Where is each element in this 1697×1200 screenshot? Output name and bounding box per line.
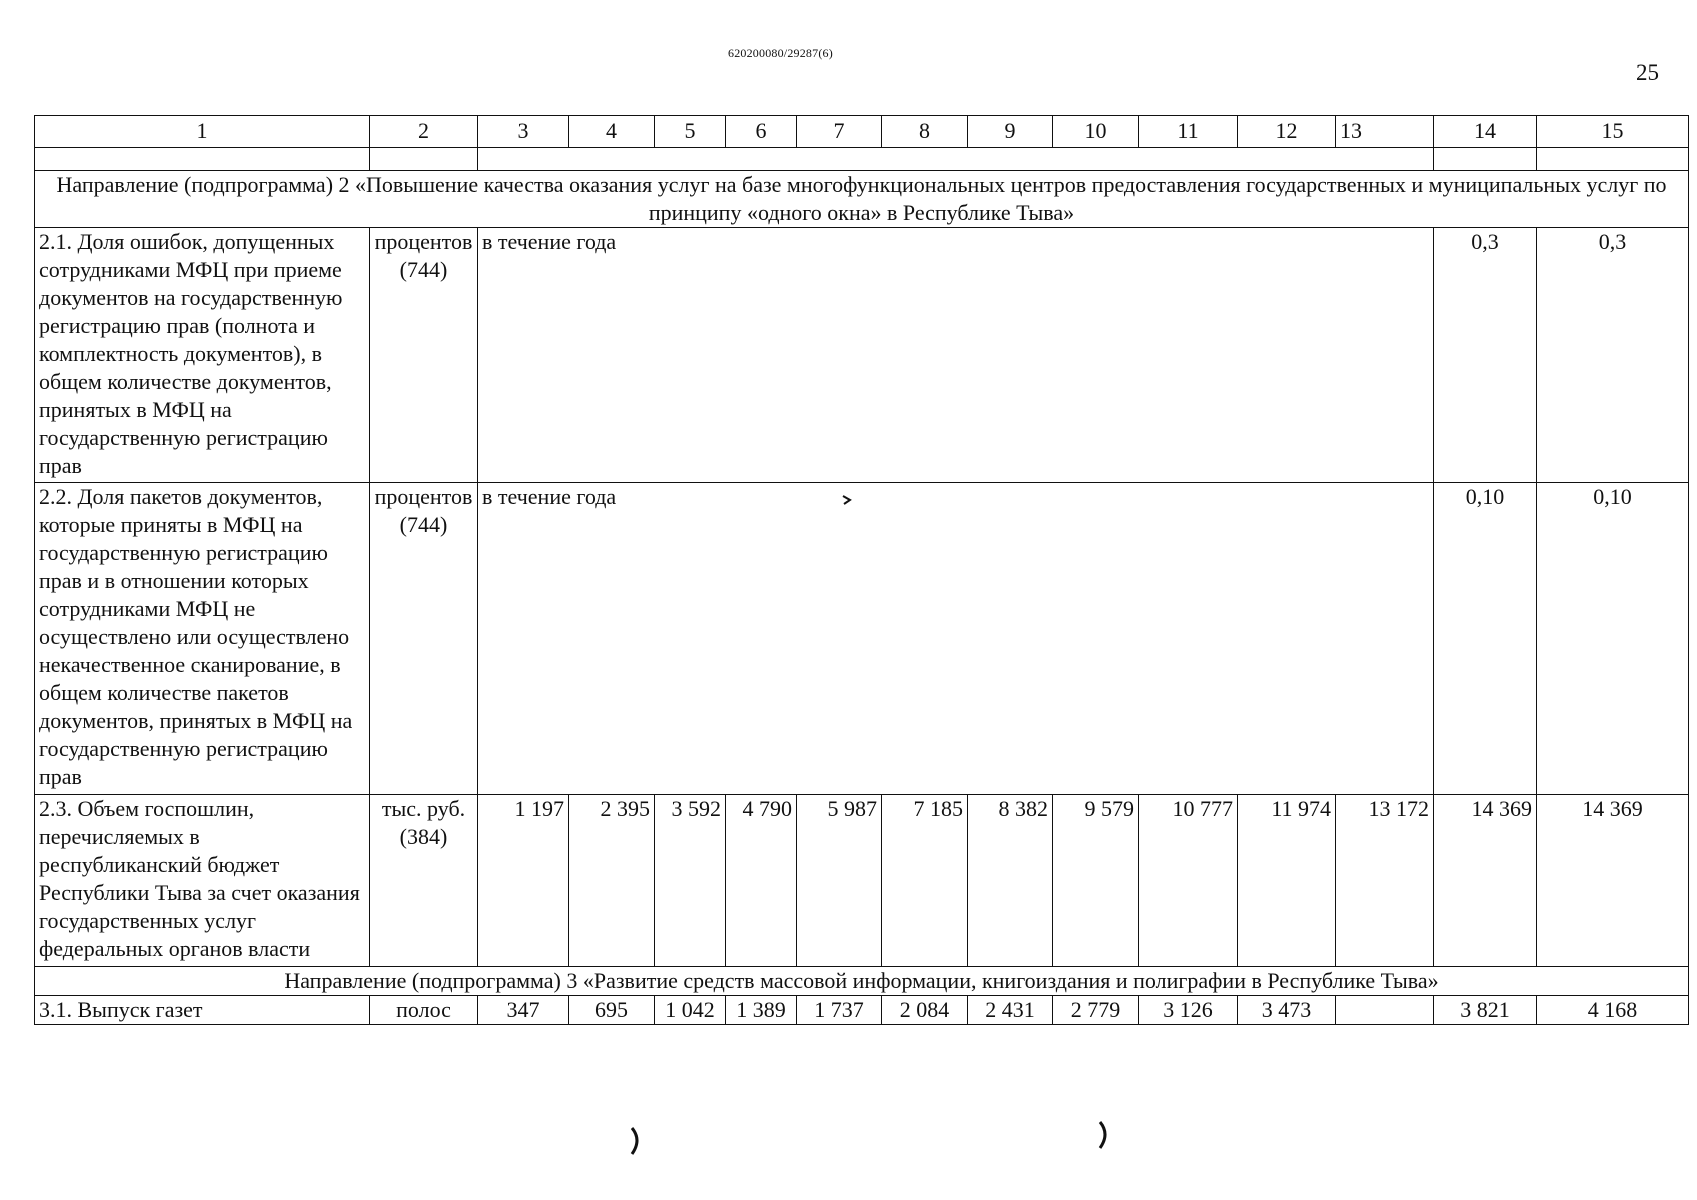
value-cell: 1 737 xyxy=(797,996,882,1025)
indicators-table xyxy=(34,115,1689,1025)
value-cell: 2 431 xyxy=(968,996,1053,1025)
period-note: в течение года xyxy=(478,483,1434,795)
value-cell: 14 369 xyxy=(1537,795,1689,967)
unit-of-measure: полос xyxy=(370,996,478,1025)
blank-cell xyxy=(1434,148,1537,171)
column-number: 15 xyxy=(1537,116,1689,148)
value-cell: 0,10 xyxy=(1434,483,1537,795)
indicator-name: 2.2. Доля пакетов документов, которые приняты в МФЦ на государственную регистрацию прав и в отношении которых сотрудниками МФЦ не осуществлено или осуществлено некачественное сканирование, в общем количестве пакетов документов, принятых в МФЦ на государственную регистрацию прав xyxy=(35,483,370,795)
document-code: 620200080/29287(6) xyxy=(728,46,833,60)
value-cell: 1 042 xyxy=(655,996,726,1025)
column-number: 13 xyxy=(1336,116,1434,148)
blank-cell xyxy=(478,148,1434,171)
blank-cell xyxy=(35,148,370,171)
column-number: 14 xyxy=(1434,116,1537,148)
column-number: 9 xyxy=(968,116,1053,148)
value-cell: 13 172 xyxy=(1336,795,1434,967)
value-cell: 10 777 xyxy=(1139,795,1238,967)
column-number: 8 xyxy=(882,116,968,148)
blank-cell xyxy=(370,148,478,171)
value-cell: 2 395 xyxy=(569,795,655,967)
blank-cell xyxy=(1537,148,1689,171)
column-number: 3 xyxy=(478,116,569,148)
value-cell: 0,3 xyxy=(1434,228,1537,483)
value-cell: 8 382 xyxy=(968,795,1053,967)
section-heading: Направление (подпрограмма) 3 «Развитие средств массовой информации, книгоиздания и полиграфии в Республике Тыва» xyxy=(35,967,1689,996)
section-heading-row xyxy=(35,967,1689,996)
blank-row xyxy=(35,148,1689,171)
table-row xyxy=(35,996,1689,1025)
scan-mark xyxy=(1096,1118,1114,1152)
value-cell: 3 821 xyxy=(1434,996,1537,1025)
column-number: 7 xyxy=(797,116,882,148)
value-cell: 347 xyxy=(478,996,569,1025)
column-number: 11 xyxy=(1139,116,1238,148)
scan-mark xyxy=(628,1124,646,1158)
table-row xyxy=(35,228,1689,483)
value-cell: 3 592 xyxy=(655,795,726,967)
value-cell: 0,10 xyxy=(1537,483,1689,795)
value-cell: 2 779 xyxy=(1053,996,1139,1025)
value-cell: 7 185 xyxy=(882,795,968,967)
indicator-name: 3.1. Выпуск газет xyxy=(35,996,370,1025)
indicator-name: 2.1. Доля ошибок, допущенных сотрудниками МФЦ при приеме документов на государственную регистрацию прав (полнота и комплектность документов), в общем количестве документов, принятых в МФЦ на государственную регистрацию прав xyxy=(35,228,370,483)
column-number: 12 xyxy=(1238,116,1336,148)
scan-mark xyxy=(840,493,854,507)
indicator-name: 2.3. Объем госпошлин, перечисляемых в республиканский бюджет Республики Тыва за счет оказания государственных услуг федеральных органов власти xyxy=(35,795,370,967)
column-number: 10 xyxy=(1053,116,1139,148)
column-number: 6 xyxy=(726,116,797,148)
value-cell: 4 790 xyxy=(726,795,797,967)
value-cell: 2 084 xyxy=(882,996,968,1025)
column-number: 2 xyxy=(370,116,478,148)
value-cell: 3 126 xyxy=(1139,996,1238,1025)
unit-of-measure: процентов (744) xyxy=(370,228,478,483)
page-number: 25 xyxy=(1636,60,1659,85)
value-cell: 4 168 xyxy=(1537,996,1689,1025)
period-note: в течение года xyxy=(478,228,1434,483)
value-cell: 3 473 xyxy=(1238,996,1336,1025)
column-number: 1 xyxy=(35,116,370,148)
value-cell: 1 389 xyxy=(726,996,797,1025)
value-cell: 14 369 xyxy=(1434,795,1537,967)
section-heading: Направление (подпрограмма) 2 «Повышение качества оказания услуг на базе многофункциональных центров предоставления государственных и муниципальных услуг по принципу «одного окна» в Республике Тыва» xyxy=(35,171,1689,228)
unit-of-measure: тыс. руб. (384) xyxy=(370,795,478,967)
section-heading-row xyxy=(35,171,1689,228)
column-number: 5 xyxy=(655,116,726,148)
value-cell: 1 197 xyxy=(478,795,569,967)
value-cell: 5 987 xyxy=(797,795,882,967)
value-cell: 11 974 xyxy=(1238,795,1336,967)
table-row xyxy=(35,795,1689,967)
table-row xyxy=(35,483,1689,795)
column-number-row xyxy=(35,116,1689,148)
value-cell: 9 579 xyxy=(1053,795,1139,967)
value-cell: 695 xyxy=(569,996,655,1025)
value-cell: 0,3 xyxy=(1537,228,1689,483)
column-number: 4 xyxy=(569,116,655,148)
unit-of-measure: процентов (744) xyxy=(370,483,478,795)
value-cell xyxy=(1336,996,1434,1025)
